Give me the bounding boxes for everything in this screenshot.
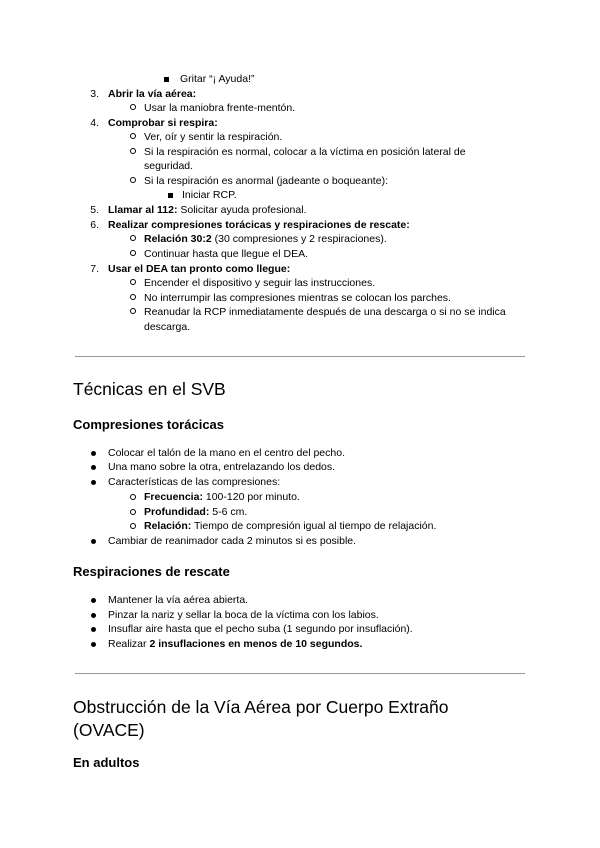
list-number-7: 7. [90,263,99,275]
circle-bullet-icon [130,148,136,154]
list-subitem: Si la respiración es anormal (jadeante o boqueante): [144,175,388,187]
list-item: Pinzar la nariz y sellar la boca de la víctima con los labios. [108,609,379,621]
circle-bullet-icon [130,104,136,110]
profundidad-value: 5-6 cm. [209,506,248,518]
subheading-compresiones: Compresiones torácicas [73,417,225,432]
relacion-value: Tiempo de compresión igual al tiempo de relajación. [191,520,437,532]
list-subitem: Si la respiración es normal, colocar a la víctima en posición lateral de [144,146,466,158]
profundidad-label: Profundidad: [144,506,210,518]
circle-bullet-icon [130,308,136,314]
section-heading-ovace-line2: (OVACE) [73,720,145,740]
ratio-label: Relación 30:2 [144,233,212,245]
list-item: Mantener la vía aérea abierta. [108,594,249,606]
list-subitem: Ver, oír y sentir la respiración. [144,131,283,143]
list-subitem-profundidad [144,505,247,519]
list-item-title-5: Llamar al 112: [108,204,178,216]
circle-bullet-icon [130,235,136,241]
divider [75,673,525,674]
bullet-icon [91,451,96,456]
bullet-icon [91,642,96,647]
list-item-title-3: Abrir la vía aérea: [108,88,197,100]
square-bullet-icon [168,193,173,198]
list-subitem: Reanudar la RCP inmediatamente después de una descarga o si no se indica [144,306,506,318]
circle-bullet-icon [130,133,136,139]
list-item: Características de las compresiones: [108,476,281,488]
list-item-title-6: Realizar compresiones torácicas y respiraciones de rescate: [108,219,410,231]
list-item: Cambiar de reanimador cada 2 minutos si es posible. [108,535,357,547]
bullet-icon [91,465,96,470]
list-item-title-4: Comprobar si respira: [108,117,218,129]
divider [75,356,525,357]
bullet-icon [91,598,96,603]
section-heading-tecnicas: Técnicas en el SVB [73,379,226,399]
list-number-6: 6. [90,219,99,231]
list-subitem: Continuar hasta que llegue el DEA. [144,248,309,260]
list-item-5 [108,203,306,217]
circle-bullet-icon [130,523,136,529]
bullet-icon [91,480,96,485]
insuflaciones-bold: 2 insuflaciones en menos de 10 segundos. [149,638,363,650]
list-subitem [144,232,387,246]
square-bullet-icon [164,77,169,82]
list-number-5: 5. [90,204,99,216]
list-item [108,637,362,651]
list-number-4: 4. [90,117,99,129]
list-subsubitem: Iniciar RCP. [182,189,237,201]
list-subitem-cont: descarga. [144,321,191,333]
circle-bullet-icon [130,177,136,183]
list-number-3: 3. [90,88,99,100]
subheading-respiraciones: Respiraciones de rescate [73,564,230,579]
bullet-icon [91,539,96,544]
list-subitem: No interrumpir las compresiones mientras se colocan los parches. [144,292,451,304]
bullet-icon [91,613,96,618]
list-subitem: Encender el dispositivo y seguir las instrucciones. [144,277,376,289]
circle-bullet-icon [130,294,136,300]
list-subitem-frecuencia [144,490,300,504]
insuflaciones-prefix: Realizar [108,638,150,650]
frecuencia-label: Frecuencia: [144,491,203,503]
circle-bullet-icon [130,250,136,256]
circle-bullet-icon [130,279,136,285]
list-subitem: Usar la maniobra frente-mentón. [144,102,296,114]
list-item: Colocar el talón de la mano en el centro del pecho. [108,447,345,459]
circle-bullet-icon [130,494,136,500]
section-heading-ovace-line1: Obstrucción de la Vía Aérea por Cuerpo Extraño [73,697,449,717]
list-subitem-relacion [144,519,436,533]
list-item: Una mano sobre la otra, entrelazando los dedos. [108,461,336,473]
list-subitem-cont: seguridad. [144,160,194,172]
list-item-title-7: Usar el DEA tan pronto como llegue: [108,263,291,275]
list-item-rest-5: Solicitar ayuda profesional. [177,204,307,216]
list-item-gritar: Gritar “¡ Ayuda!” [180,73,255,85]
circle-bullet-icon [130,509,136,515]
list-item: Insuflar aire hasta que el pecho suba (1 segundo por insuflación). [108,623,413,635]
ratio-value: (30 compresiones y 2 respiraciones). [211,233,387,245]
relacion-label: Relación: [144,520,192,532]
frecuencia-value: 100-120 por minuto. [202,491,300,503]
subheading-adultos: En adultos [73,755,140,770]
bullet-icon [91,627,96,632]
